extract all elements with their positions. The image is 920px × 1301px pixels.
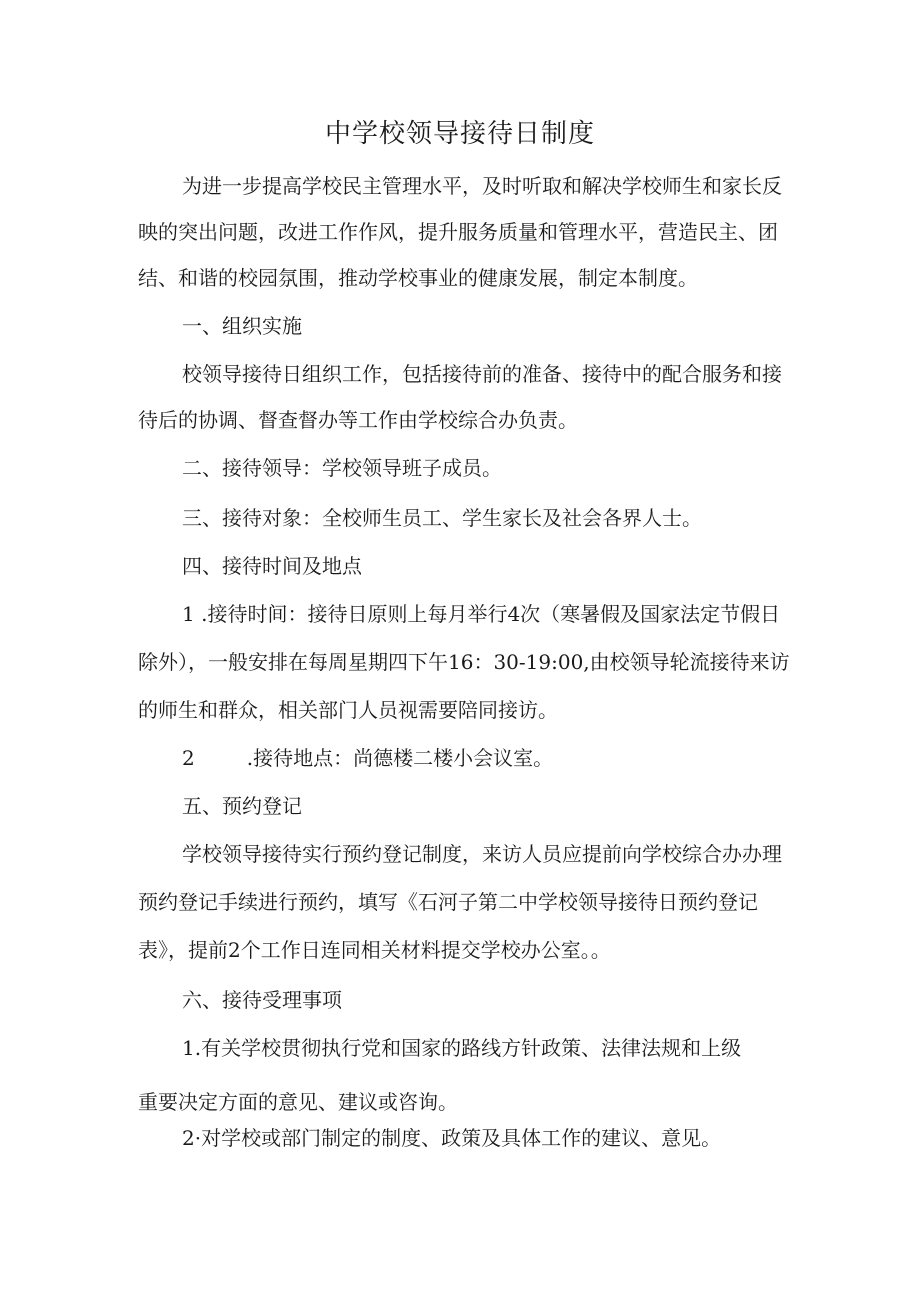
section6-item1-line-1: 1.有关学校贯彻执行党和国家的路线方针政策、法律法规和上级 <box>182 1036 742 1060</box>
section-heading-4: 四、接待时间及地点 <box>182 554 362 578</box>
section-heading-1: 一、组织实施 <box>182 314 302 338</box>
item-text: .接待地点：尚德楼二楼小会议室。 <box>246 746 554 770</box>
section5-line-3: 表》，提前2个工作日连同相关材料提交学校办公室。。 <box>138 938 611 962</box>
section4-item1-line-1: 1 .接待时间：接待日原则上每月举行4次（寒暑假及国家法定节假日 <box>182 602 781 626</box>
section4-item2 <box>182 744 553 772</box>
section1-line-1: 校领导接待日组织工作，包括接待前的准备、接待中的配合服务和接 <box>182 362 782 386</box>
section-heading-2: 二、接待领导：学校领导班子成员。 <box>182 456 502 480</box>
intro-line-3: 结、和谐的校园氛围，推动学校事业的健康发展，制定本制度。 <box>138 266 698 290</box>
section-heading-5: 五、预约登记 <box>182 794 302 818</box>
section5-line-1: 学校领导接待实行预约登记制度，来访人员应提前向学校综合办办理 <box>182 842 782 866</box>
intro-line-2: 映的突出问题，改进工作作风，提升服务质量和管理水平，营造民主、团 <box>138 220 778 244</box>
section1-line-2: 待后的协调、督查督办等工作由学校综合办负责。 <box>138 408 578 432</box>
section6-item2: 2·对学校或部门制定的制度、政策及具体工作的建议、意见。 <box>182 1126 722 1150</box>
section4-item1-line-3: 的师生和群众，相关部门人员视需要陪同接访。 <box>138 698 558 722</box>
item-number: 2 <box>182 746 195 770</box>
section-heading-3: 三、接待对象：全校师生员工、学生家长及社会各界人士。 <box>182 506 702 530</box>
section5-line-2: 预约登记手续进行预约，填写《石河子第二中学校领导接待日预约登记 <box>138 890 758 914</box>
section6-item1-line-2: 重要决定方面的意见、建议或咨询。 <box>138 1090 458 1114</box>
document-title: 中学校领导接待日制度 <box>324 119 595 149</box>
intro-line-1: 为进一步提高学校民主管理水平，及时听取和解决学校师生和家长反 <box>182 174 782 198</box>
section-heading-6: 六、接待受理事项 <box>182 988 342 1012</box>
section4-item1-line-2: 除外），一般安排在每周星期四下午16：30-19:00,由校领导轮流接待来访 <box>138 650 790 674</box>
